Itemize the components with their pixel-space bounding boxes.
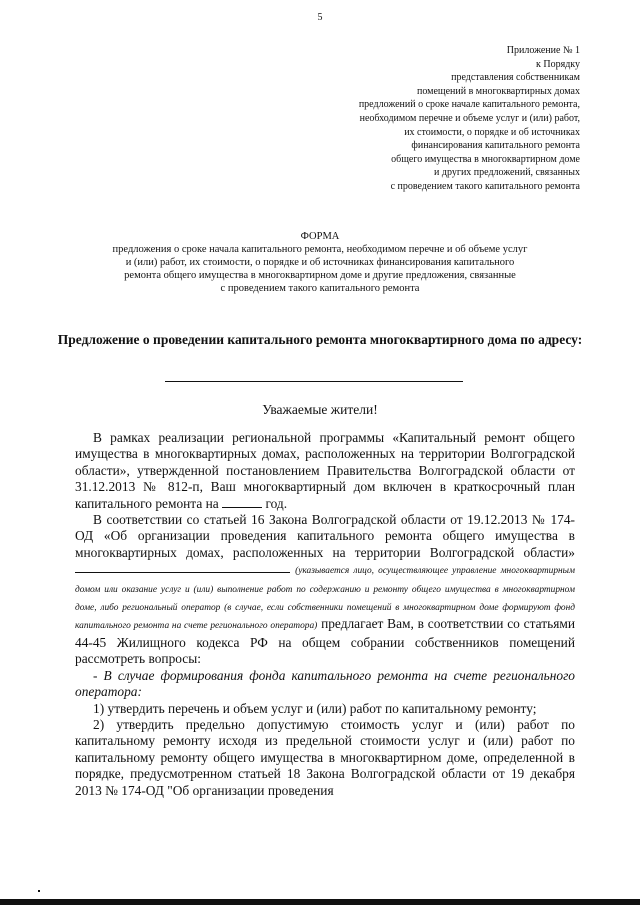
form-heading [0,230,640,295]
appendix-block [260,44,580,194]
greeting: Уважаемые жители! [262,402,378,417]
paragraph-law [75,512,575,668]
paragraph-program-end: год. [265,495,288,511]
paragraph-law-text: В соответствии со статьей 16 Закона Волгоградской области от 19.12.2013 № 174-ОД «Об организации проведения капитального ремонта общего имущества в многоквартирных домах, расположенных на территории Волгоградской области» [75,512,575,560]
proposal-title: Предложение о проведении капитального ремонта многоквартирного дома по адресу: [57,332,583,347]
appendix-line: к Порядку [536,58,580,70]
page-number: 5 [317,12,323,23]
appendix-line: представления собственникам [451,72,580,84]
form-subtitle-line: предложения о сроке начала капитального ремонта, необходимом перечне и об объеме услуг [112,244,528,255]
appendix-line: их стоимости, о порядке и об источниках [404,126,580,138]
form-title: ФОРМА [300,231,340,242]
year-blank [222,496,262,508]
appendix-line: и других предложений, связанных [434,167,580,179]
letter-body [75,430,575,799]
scan-mark [38,890,40,892]
form-subtitle-line: с проведением такого капитального ремонта [220,283,420,294]
form-subtitle-line: и (или) работ, их стоимости, о порядке и об источниках финансирования капитального [125,257,515,268]
appendix-line: предложений о сроке начале капитального ремонта, [358,99,580,111]
appendix-line: с проведением такого капитального ремонта [390,180,580,192]
address-blank-line [165,381,463,382]
question-item-2: 2) утвердить предельно допустимую стоимость услуг и (или) работ по капитальному ремонту исходя из предельной стоимости услуг и (или) работ по капитальному ремонту общего имущества в многоквартирном доме, определенной в порядке, предусмотренном статьей 18 Закона Волгоградской области от 19 декабря 2013 № 174-ОД "Об организации проведения [75,716,575,798]
paragraph-program [75,430,575,512]
entity-note: (указывается лицо, осуществляющее управление многоквартирным домом или оказание услуг и (или) выполнение работ по содержанию и ремонту общего имущества в многоквартирном доме, либо региональный оператор (в случае, если собственники помещений в многоквартирном доме формируют фонд капитального ремонта на счете регионального оператора) [75,566,576,632]
case-regional-operator: - В случае формирования фонда капитального ремонта на счете регионального оператора: [75,667,575,700]
appendix-line: Приложение № 1 [506,45,580,56]
appendix-line: финансирования капитального ремонта [411,140,580,152]
question-item-1: 1) утвердить перечень и объем услуг и (или) работ по капитальному ремонту; [93,700,537,716]
appendix-line: помещений в многоквартирных домах [416,85,580,97]
appendix-line: общего имущества в многоквартирном доме [391,153,580,165]
scan-bottom-edge [0,899,640,905]
paragraph-program-text: В рамках реализации региональной программы «Капитальный ремонт общего имущества в многоквартирных домах, расположенных на территории Волгоградской области», утвержденной постановлением Правительства Волгоградской области от 31.12.2013 № 812-п, Ваш многоквартирный дом включен в краткосрочный план капитального ремонта на [75,430,575,511]
paragraph-law-end: предлагает Вам, в соответствии со статьями 44-45 Жилищного кодекса РФ на общем собрании собственников помещений рассмотреть вопросы: [75,616,575,667]
appendix-line: необходимом перечне и объеме услуг и (или) работ, [359,112,580,124]
entity-blank [75,561,290,573]
form-subtitle-line: ремонта общего имущества в многоквартирном доме и другие предложения, связанные [124,270,516,281]
